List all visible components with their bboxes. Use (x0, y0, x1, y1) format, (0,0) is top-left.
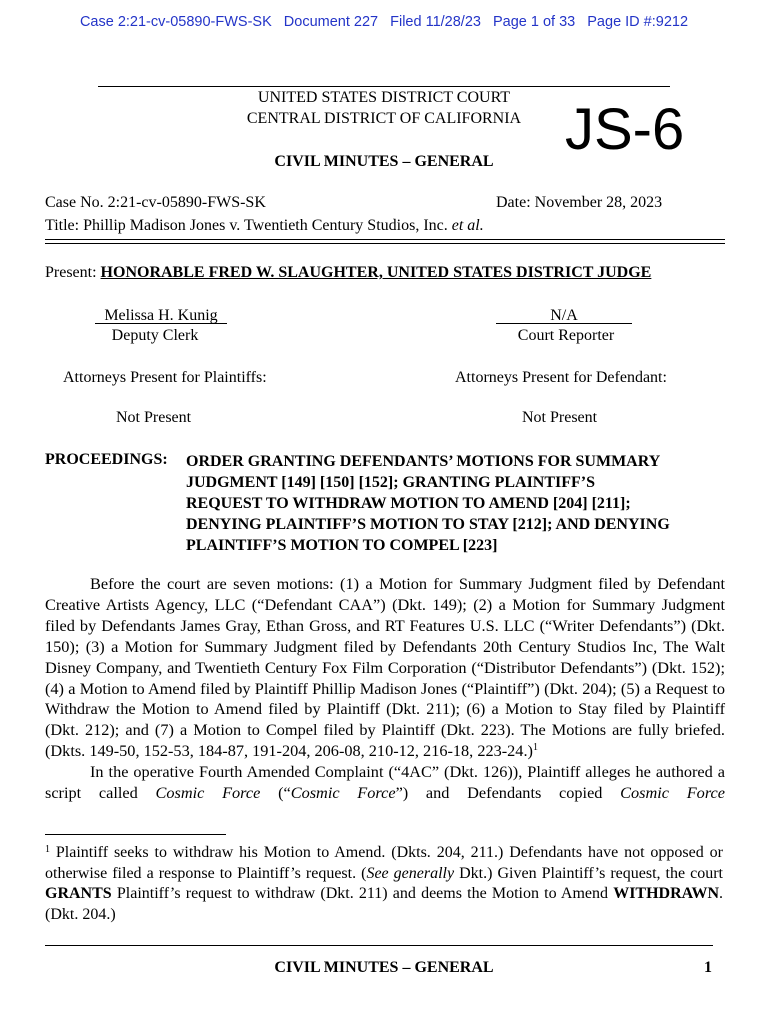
ecf-case-number: Case 2:21-cv-05890-FWS-SK (79, 14, 272, 30)
top-rule (98, 86, 670, 87)
case-number: Case No. 2:21-cv-05890-FWS-SK (45, 194, 266, 211)
footnote-reference[interactable]: 1 (532, 742, 538, 754)
present-line (45, 264, 651, 282)
footer-title: CIVIL MINUTES – GENERAL (274, 959, 494, 976)
reporter-role: Court Reporter (517, 327, 615, 344)
footer-rule (45, 945, 713, 946)
page-number: 1 (704, 959, 712, 976)
footnote (45, 843, 723, 925)
cosmic-force-title: Cosmic Force (620, 783, 726, 803)
double-rule-top (45, 239, 725, 240)
court-district: CENTRAL DISTRICT OF CALIFORNIA (246, 110, 522, 127)
reporter-name: N/A (550, 307, 578, 324)
proceedings-line: JUDGMENT [149] [150] [152]; GRANTING PLAINTIFF’S (186, 474, 596, 491)
footnote-text: Plaintiff’s request to withdraw (Dkt. 211) and deems the Motion to Amend (111, 885, 614, 902)
paragraph-1-text: Before the court are seven motions: (1) a Motion for Summary Judgment filed by Defendant Creative Artists Agency, LLC (“Defendant CAA”) (Dkt. 149); (2) a Motion for Summary Judgment filed by Defendants James Gray, Ethan Gross, and RT Features U.S. LLC (“Writer Defendants”) (Dkt. 150); (3) a Motion for Summary Judgment filed by Defendants 20th Century Studios Inc, The Walt Disney Company, and Twentieth Century Fox Film Corporation (“Distributor Defendants”) (Dkt. 152); (4) a Motion to Amend filed by Plaintiff Phillip Madison Jones (“Plaintiff”) (Dkt. 204); (5) a Request to Withdraw the Motion to Amend filed by Plaintiff (Dkt. 211); (6) a Motion to Stay filed by Plaintiff (Dkt. 212); and (7) a Motion to Compel filed by Plaintiff (Dkt. 223). The Motions are fully briefed. (Dkts. 149-50, 152-53, 184-87, 191-204, 206-08, 210-12, 216-18, 223-24.) (45, 574, 725, 761)
footnote-separator (45, 834, 226, 835)
attorneys-defendant-label: Attorneys Present for Defendant: (455, 369, 667, 386)
paragraph-2-text: ”) and Defendants copied (395, 783, 621, 803)
judge-name: HONORABLE FRED W. SLAUGHTER, UNITED STATES DISTRICT JUDGE (100, 264, 652, 281)
double-rule-bottom (45, 243, 725, 244)
ecf-filed-date: Filed 11/28/23 (390, 14, 481, 30)
case-title-parties: Title: Phillip Madison Jones v. Twentieth Century Studios, Inc. (45, 217, 448, 234)
paragraph-2-text: (“ (260, 783, 291, 803)
footnote-mark: 1 (45, 844, 50, 855)
ecf-document-number: Document 227 (283, 14, 379, 30)
footnote-grants: GRANTS (45, 885, 112, 902)
proceedings-line: DENYING PLAINTIFF’S MOTION TO STAY [212]; AND DENYING (186, 516, 670, 533)
proceedings-line: PLAINTIFF’S MOTION TO COMPEL [223] (186, 537, 498, 554)
js6-stamp: JS-6 (565, 97, 685, 162)
case-date: Date: November 28, 2023 (496, 194, 663, 211)
cosmic-force-title: Cosmic Force (155, 783, 261, 803)
case-title-et-al: et al. (451, 217, 484, 234)
minutes-title: CIVIL MINUTES – GENERAL (274, 153, 494, 170)
footnote-see-generally: See generally (366, 864, 455, 882)
clerk-name: Melissa H. Kunig (104, 307, 218, 324)
clerk-name-underline (95, 323, 227, 324)
footnote-text: Dkt.) Given Plaintiff’s request, the court (454, 864, 724, 882)
defendant-not-present: Not Present (522, 409, 598, 426)
clerk-role: Deputy Clerk (111, 327, 199, 344)
attorneys-plaintiffs-label: Attorneys Present for Plaintiffs: (63, 369, 267, 386)
proceedings-text (186, 451, 731, 556)
footnote-text: . (Dkt. 204.) (45, 885, 723, 923)
plaintiffs-not-present: Not Present (116, 409, 192, 426)
ecf-header (0, 14, 768, 30)
body-paragraph-1 (45, 574, 725, 762)
ecf-page-id: Page ID #:9212 (587, 14, 689, 30)
cosmic-force-title: Cosmic Force (290, 783, 396, 803)
court-name: UNITED STATES DISTRICT COURT (257, 89, 511, 106)
footnote-text: Plaintiff seeks to withdraw his Motion to Amend. (Dkts. 204, 211.) Defendants have not opposed or otherwise filed a response to Plaintiff’s request. ( (45, 844, 723, 882)
footnote-withdrawn: WITHDRAWN (613, 885, 719, 902)
proceedings-line: REQUEST TO WITHDRAW MOTION TO AMEND [204] [211]; (186, 495, 631, 512)
body-paragraph-2 (45, 762, 725, 804)
paragraph-2-text: In the operative Fourth Amended Complaint (“4AC” (Dkt. 126)), Plaintiff alleges he authored a script called (45, 762, 725, 803)
body-text (45, 574, 725, 804)
present-label: Present: (45, 264, 97, 281)
proceedings-label: PROCEEDINGS: (45, 451, 168, 468)
case-title (45, 217, 484, 235)
proceedings-line: ORDER GRANTING DEFENDANTS’ MOTIONS FOR SUMMARY (186, 453, 661, 470)
reporter-name-underline (496, 323, 632, 324)
ecf-page-count: Page 1 of 33 (492, 14, 576, 30)
